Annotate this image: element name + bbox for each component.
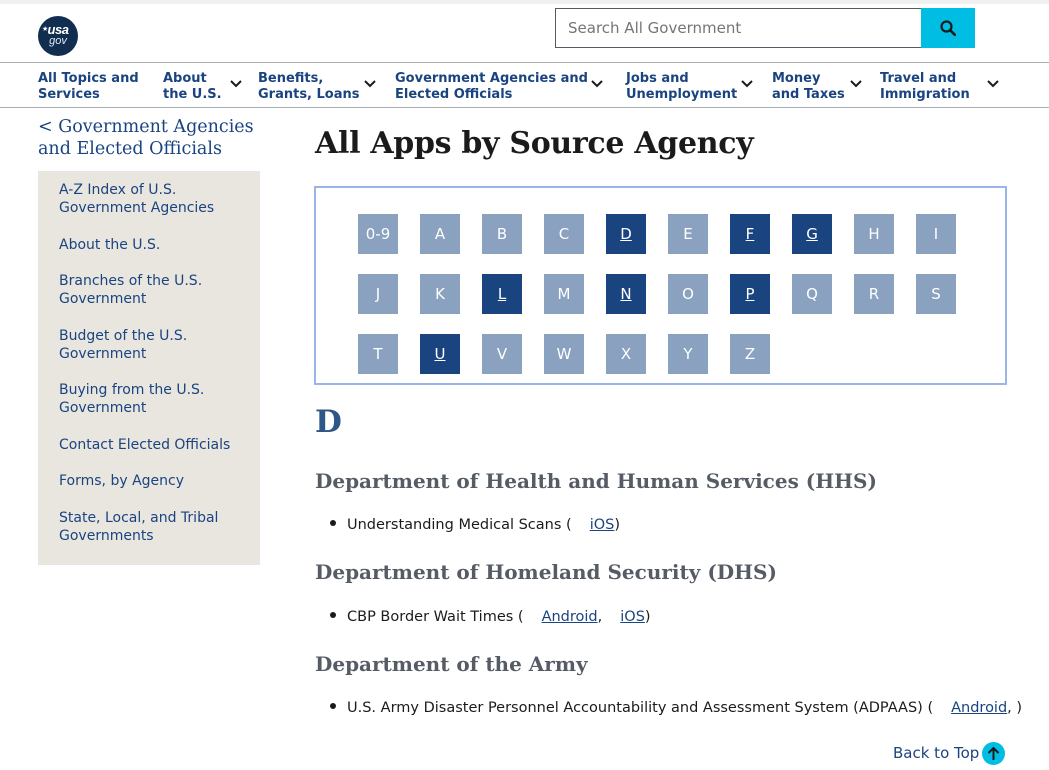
sidebar-item-label: About the U.S. <box>59 237 161 253</box>
app-name: U.S. Army Disaster Personnel Accountability and Assessment System (ADPAAS) ( <box>347 700 934 716</box>
sidebar-item-budget[interactable] <box>59 327 249 363</box>
ios-link[interactable]: iOS <box>589 517 615 533</box>
star-icon: ★ <box>42 26 49 33</box>
letter-button-z[interactable]: Z <box>730 334 770 374</box>
sidebar-item-label: Governments <box>59 528 154 544</box>
sidebar-item-forms[interactable] <box>59 472 249 490</box>
search-icon <box>940 20 956 36</box>
letter-button-n[interactable]: N <box>606 274 646 314</box>
letter-button-b[interactable]: B <box>482 214 522 254</box>
letter-button-q[interactable]: Q <box>792 274 832 314</box>
bullet-icon <box>330 703 336 709</box>
agency-heading: Department of the Army <box>315 652 588 676</box>
sidebar-item-label: Government <box>59 400 147 416</box>
page-title: All Apps by Source Agency <box>315 126 754 161</box>
nav-label-line1: Jobs and <box>626 71 689 86</box>
letter-button-k[interactable]: K <box>420 274 460 314</box>
main-nav <box>0 62 1049 108</box>
sidebar-back-link[interactable] <box>38 116 260 160</box>
nav-label-line2: Grants, Loans <box>258 87 360 102</box>
app-suffix: ) <box>644 609 651 625</box>
letter-button-y[interactable]: Y <box>668 334 708 374</box>
app-suffix: ) <box>614 517 621 533</box>
android-link[interactable]: Android <box>951 700 1008 716</box>
nav-label-line2: Unemployment <box>626 87 738 102</box>
letter-button-t[interactable]: T <box>358 334 398 374</box>
bullet-icon <box>330 612 336 618</box>
letter-button-o[interactable]: O <box>668 274 708 314</box>
nav-label-line2: Immigration <box>880 87 970 102</box>
chevron-down-icon <box>363 79 377 89</box>
letter-button-a[interactable]: A <box>420 214 460 254</box>
bullet-icon <box>330 520 336 526</box>
sidebar-item-label: Branches of the U.S. <box>59 273 203 289</box>
nav-label-line1: Benefits, <box>258 71 324 86</box>
sidebar-item-label: State, Local, and Tribal <box>59 510 219 526</box>
logo-text-usa: usa <box>47 22 69 37</box>
sidebar-item-label: Forms, by Agency <box>59 473 185 489</box>
sidebar-item-label: Budget of the U.S. <box>59 328 188 344</box>
chevron-down-icon <box>849 79 863 89</box>
letter-button-0-9[interactable]: 0-9 <box>358 214 398 254</box>
letter-button-v[interactable]: V <box>482 334 522 374</box>
chevron-down-icon <box>590 79 604 89</box>
letter-button-x[interactable]: X <box>606 334 646 374</box>
back-to-top-link[interactable]: Back to Top <box>893 744 980 762</box>
chevron-down-icon <box>229 79 243 89</box>
sidebar-item-label: Government Agencies <box>59 200 215 216</box>
chevron-down-icon <box>986 79 1000 89</box>
app-name: Understanding Medical Scans ( <box>347 517 572 533</box>
nav-label-line2: the U.S. <box>163 87 222 102</box>
separator: , <box>597 609 603 625</box>
sidebar-item-az-index[interactable] <box>59 181 249 217</box>
nav-about-us[interactable] <box>163 71 247 103</box>
letter-button-p[interactable]: P <box>730 274 770 314</box>
nav-government-agencies[interactable] <box>395 71 607 103</box>
letter-button-w[interactable]: W <box>544 334 584 374</box>
ios-link[interactable]: iOS <box>620 609 645 625</box>
sidebar-item-buying[interactable] <box>59 381 249 417</box>
nav-money-taxes[interactable] <box>772 71 866 103</box>
letter-button-f[interactable]: F <box>730 214 770 254</box>
sidebar-back-line1: < Government Agencies <box>38 117 254 137</box>
android-link[interactable]: Android <box>541 609 598 625</box>
top-border <box>0 0 1049 4</box>
search-button[interactable] <box>921 8 975 48</box>
agency-heading: Department of Health and Human Services (HHS) <box>315 469 877 493</box>
nav-jobs[interactable] <box>626 71 756 103</box>
sidebar-menu <box>38 171 260 565</box>
letter-button-g[interactable]: G <box>792 214 832 254</box>
sidebar-item-state-local[interactable] <box>59 509 249 545</box>
letter-button-e[interactable]: E <box>668 214 708 254</box>
nav-label-line1: About <box>163 71 207 86</box>
search-input[interactable] <box>555 8 921 48</box>
nav-travel-immigration[interactable] <box>880 71 1004 103</box>
nav-label-line1: All Topics and <box>38 71 139 86</box>
letter-button-h[interactable]: H <box>854 214 894 254</box>
letter-button-d[interactable]: D <box>606 214 646 254</box>
section-letter-heading: D <box>315 404 342 440</box>
letter-index <box>314 186 1007 385</box>
list-item <box>330 607 651 627</box>
arrow-up-icon[interactable] <box>982 742 1005 765</box>
chevron-down-icon <box>740 79 754 89</box>
sidebar-item-label: Government <box>59 346 147 362</box>
nav-all-topics[interactable] <box>38 71 139 103</box>
sidebar-item-label: Contact Elected Officials <box>59 437 231 453</box>
letter-button-s[interactable]: S <box>916 274 956 314</box>
letter-button-j[interactable]: J <box>358 274 398 314</box>
nav-label-line2: and Taxes <box>772 87 845 102</box>
logo-text-gov: gov <box>49 35 67 47</box>
letter-button-m[interactable]: M <box>544 274 584 314</box>
nav-label-line2: Elected Officials <box>395 87 513 102</box>
app-suffix: , ) <box>1007 700 1023 716</box>
sidebar-item-about-us[interactable] <box>59 236 249 254</box>
letter-button-r[interactable]: R <box>854 274 894 314</box>
sidebar-back-line2: and Elected Officials <box>38 139 222 159</box>
letter-button-c[interactable]: C <box>544 214 584 254</box>
letter-button-u[interactable]: U <box>420 334 460 374</box>
list-item <box>330 515 620 535</box>
sidebar-item-label: Government <box>59 291 147 307</box>
usagov-logo[interactable] <box>38 16 78 56</box>
list-item <box>330 698 1022 718</box>
letter-button-i[interactable]: I <box>916 214 956 254</box>
agency-heading: Department of Homeland Security (DHS) <box>315 560 777 584</box>
nav-label-line1: Government Agencies and <box>395 71 588 86</box>
nav-label-line1: Money <box>772 71 821 86</box>
nav-label-line2: Services <box>38 87 100 102</box>
app-name: CBP Border Wait Times ( <box>347 609 524 625</box>
nav-label-line1: Travel and <box>880 71 957 86</box>
sidebar-item-label: Buying from the U.S. <box>59 382 205 398</box>
letter-button-l[interactable]: L <box>482 274 522 314</box>
nav-benefits[interactable] <box>258 71 380 103</box>
sidebar-item-branches[interactable] <box>59 272 249 308</box>
sidebar-item-label: A-Z Index of U.S. <box>59 182 177 198</box>
sidebar-item-contact-officials[interactable] <box>59 436 249 454</box>
